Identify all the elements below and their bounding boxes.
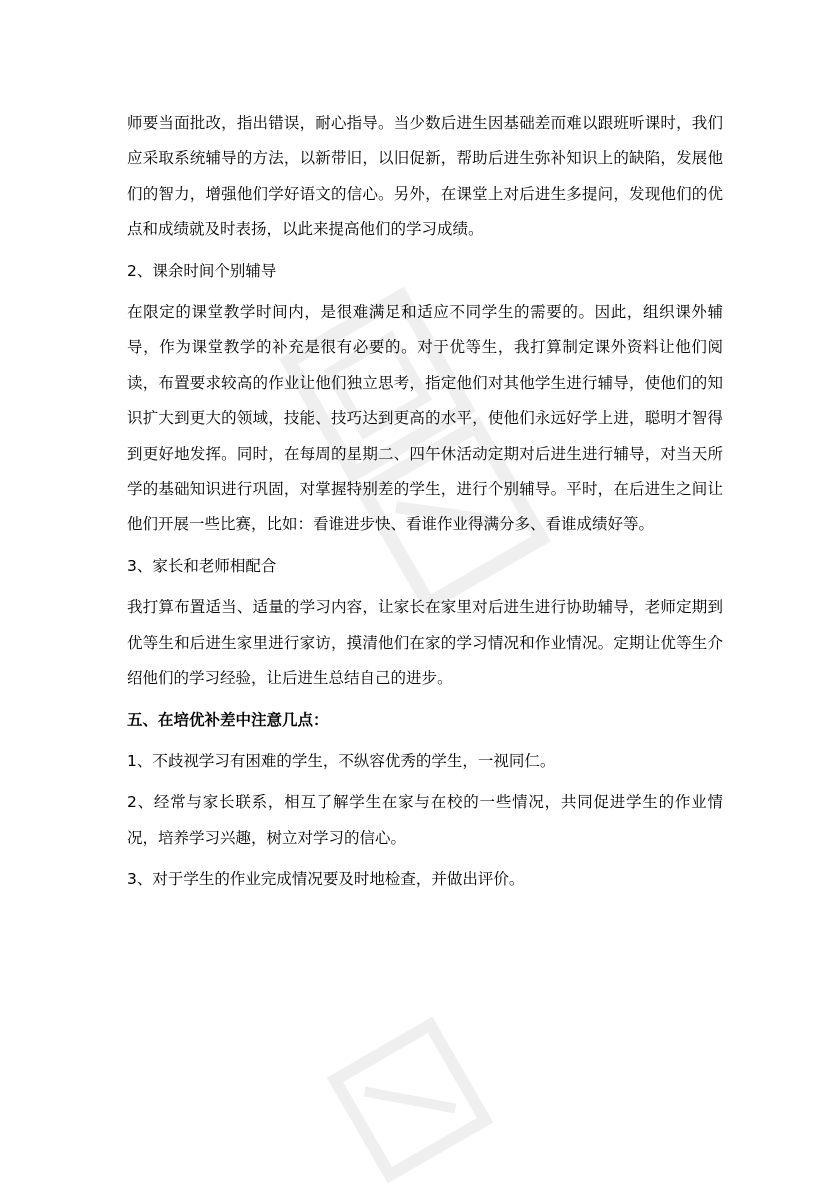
paragraph-remedial-tutoring: 师要当面批改，指出错误，耐心指导。当少数后进生因基础差而难以跟班听课时，我们应采取系统辅导的方法，以新带旧，以旧促新，帮助后进生弥补知识上的缺陷，发展他们的智力，增强他们学好语文的信心。另外，在课堂上对后进生多提问，发现他们的优点和成绩就及时表扬，以此来提高他们的学习成绩。 — [127, 114, 723, 239]
document-body — [127, 106, 723, 904]
section-heading-notes: 五、在培优补差中注意几点： — [127, 710, 329, 729]
list-item-note-1: 1、不歧视学习有困难的学生，不纵容优秀的学生，一视同仁。 — [127, 751, 556, 770]
section-heading-after-class-tutoring: 2、课余时间个别辅导 — [127, 261, 277, 280]
section-heading-parent-teacher: 3、家长和老师相配合 — [127, 556, 277, 575]
watermark-logo-icon-bottom — [314, 1004, 505, 1195]
paragraph-after-class-tutoring: 在限定的课堂教学时间内，是很难满足和适应不同学生的需要的。因此，组织课外辅导，作为课堂教学的补充是很有必要的。对于优等生，我打算制定课外资料让他们阅读，布置要求较高的作业让他们独立思考，指定他们对其他学生进行辅导，使他们的知识扩大到更大的领域，技能、技巧达到更高的水平，使他们永远好学上进，聪明才智得到更好地发挥。同时，在每周的星期二、四午休活动定期对后进生进行辅导，对当天所学的基础知识进行巩固，对掌握特别差的学生，进行个别辅导。平时，在后进生之间让他们开展一些比赛，比如：看谁进步快、看谁作业得满分多、看谁成绩好等。 — [127, 303, 723, 534]
list-item-note-2: 2、经常与家长联系，相互了解学生在家与在校的一些情况，共同促进学生的作业情况，培养学习兴趣，树立对学习的信心。 — [127, 793, 723, 847]
list-item-note-3: 3、对于学生的作业完成情况要及时地检查，并做出评价。 — [127, 870, 525, 889]
paragraph-parent-teacher: 我打算布置适当、适量的学习内容，让家长在家里对后进生进行协助辅导，老师定期到优等生和后进生家里进行家访，摸清他们在家的学习情况和作业情况。定期让优等生介绍他们的学习经验，让后进生总结自己的进步。 — [127, 598, 723, 688]
